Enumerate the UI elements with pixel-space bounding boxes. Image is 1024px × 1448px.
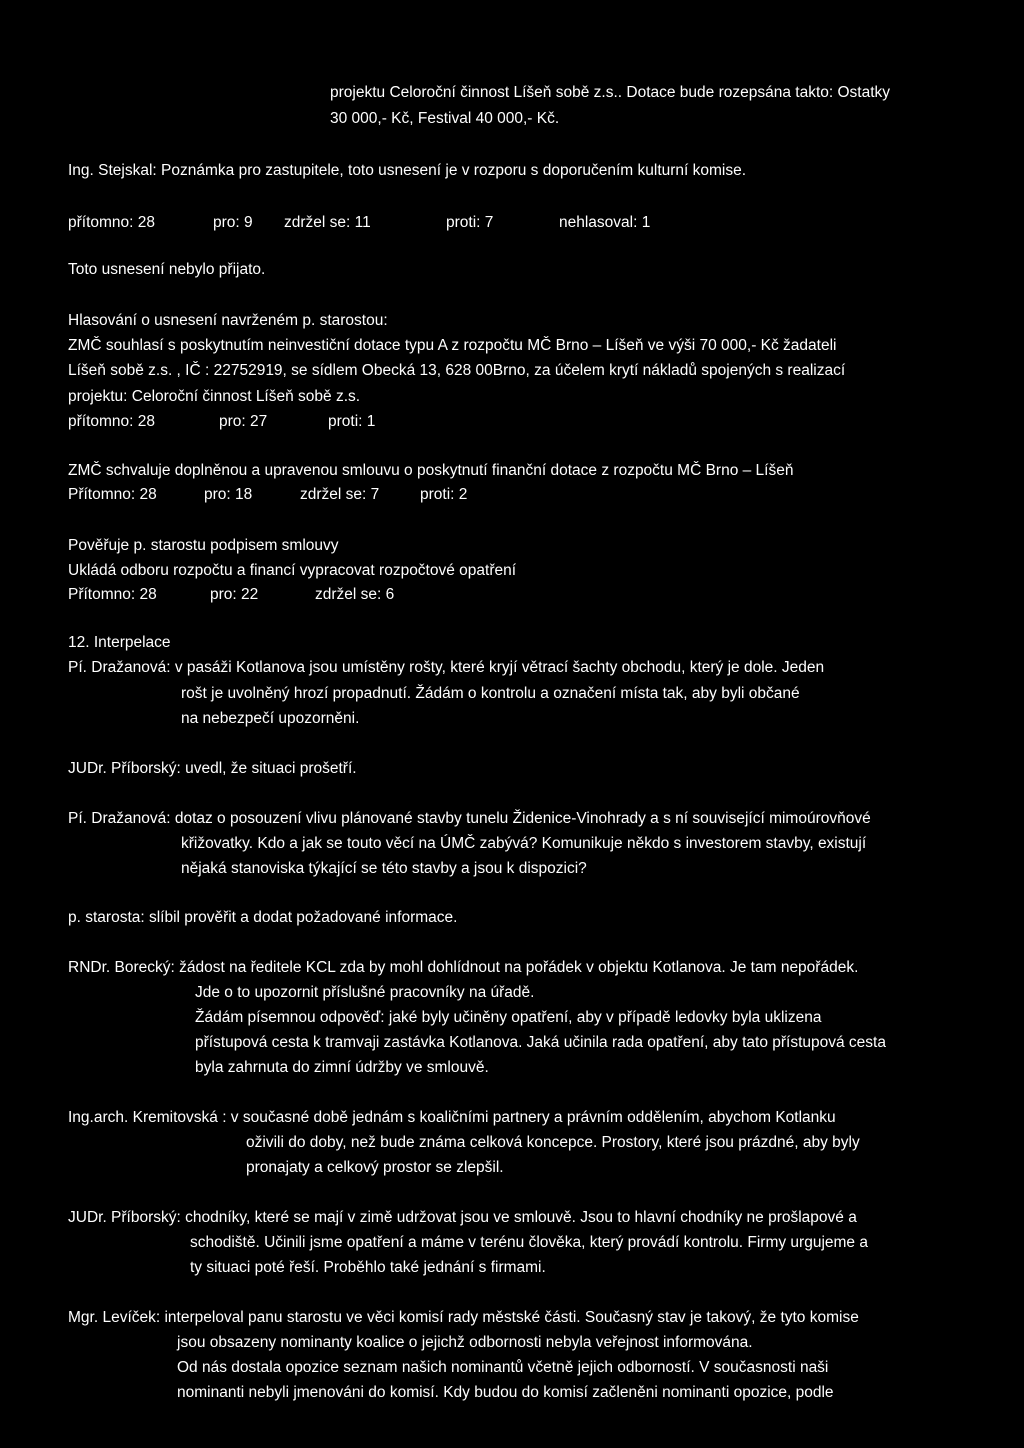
intro-line: 30 000,- Kč, Festival 40 000,- Kč. bbox=[330, 110, 560, 127]
interpellation-line: Jde o to upozornit příslušné pracovníky na úřadě. bbox=[195, 984, 535, 1001]
vote-against: proti: 7 bbox=[446, 214, 494, 231]
interpellation-first-line: RNDr. Borecký: žádost na ředitele KCL zda by mohl dohlídnout na pořádek v objektu Kotlanova. Je tam nepořádek. bbox=[68, 959, 859, 976]
vote-present: přítomno: 28 bbox=[68, 214, 156, 231]
interpellation-first-line: Pí. Dražanová: v pasáži Kotlanova jsou umístěny rošty, které kryjí větrací šachty obchodu, který je dole. Jeden bbox=[68, 659, 825, 676]
interpellation-first-line: JUDr. Příborský: uvedl, že situaci prošetří. bbox=[68, 760, 357, 777]
interpellation-line: schodiště. Učinili jsme opatření a máme v terénu člověka, který provádí kontrolu. Firmy urgujeme a bbox=[190, 1234, 868, 1251]
vote-abstain: zdržel se: 6 bbox=[315, 586, 395, 603]
interpellation-line: Od nás dostala opozice seznam našich nominantů včetně jejich odborností. V současnosti naši bbox=[177, 1359, 829, 1376]
interpellation-line: na nebezpečí upozorněni. bbox=[181, 710, 360, 727]
interpellation-first-line: p. starosta: slíbil prověřit a dodat požadované informace. bbox=[68, 909, 458, 926]
interpellation-line: pronajaty a celkový prostor se zlepšil. bbox=[246, 1159, 504, 1176]
interpellation-line: byla zahrnuta do zimní údržby ve smlouvě. bbox=[195, 1059, 489, 1076]
vote-abstain: zdržel se: 7 bbox=[300, 486, 380, 503]
resolution-result: Toto usnesení nebylo přijato. bbox=[68, 261, 266, 278]
vote-not-voted: nehlasoval: 1 bbox=[559, 214, 651, 231]
mandate-line: Ukládá odboru rozpočtu a financí vypracovat rozpočtové opatření bbox=[68, 562, 517, 579]
interpellation-line: rošt je uvolněný hrozí propadnutí. Žádám o kontrolu a označení místa tak, aby byli občané bbox=[181, 685, 800, 702]
interpellation-first-line: JUDr. Příborský: chodníky, které se mají v zimě udržovat jsou ve smlouvě. Jsou to hlavní chodníky ne prošlapové a bbox=[68, 1209, 857, 1226]
vote-result bbox=[68, 482, 467, 508]
vote-result bbox=[68, 582, 394, 608]
interpellation-line: jsou obsazeny nominanty koalice o jejichž odbornosti nebyla veřejnost informována. bbox=[177, 1334, 753, 1351]
interpellation-line: oživili do doby, než bude známa celková koncepce. Prostory, které jsou prázdné, aby byly bbox=[246, 1134, 860, 1151]
interpellation-line: nějaká stanoviska týkající se této stavby a jsou k dispozici? bbox=[181, 860, 587, 877]
vote-for: pro: 18 bbox=[204, 486, 253, 503]
vote-for: pro: 27 bbox=[219, 413, 268, 430]
proposal-line: projektu: Celoroční činnost Líšeň sobě z.s. bbox=[68, 388, 361, 405]
vote-present: Přítomno: 28 bbox=[68, 586, 157, 603]
vote-result bbox=[68, 210, 650, 236]
vote-present: přítomno: 28 bbox=[68, 413, 156, 430]
section-title: 12. Interpelace bbox=[68, 634, 171, 651]
interpellation-line: nominanti nebyli jmenováni do komisí. Kdy budou do komisí začleněni nominanti opozice, podle bbox=[177, 1384, 834, 1401]
intro-line: projektu Celoroční činnost Líšeň sobě z.s.. Dotace bude rozepsána takto: Ostatky bbox=[330, 84, 891, 101]
interpellation-line: přístupová cesta k tramvaji zastávka Kotlanova. Jaká učinila rada opatření, aby tato přístupová cesta bbox=[195, 1034, 886, 1051]
interpellation-first-line: Ing.arch. Kremitovská : v současné době jednám s koaličními partnery a právním oddělením, abychom Kotlanku bbox=[68, 1109, 836, 1126]
mandate-line: Pověřuje p. starostu podpisem smlouvy bbox=[68, 537, 339, 554]
vote-present: Přítomno: 28 bbox=[68, 486, 157, 503]
contract-resolution: ZMČ schvaluje doplněnou a upravenou smlouvu o poskytnutí finanční dotace z rozpočtu MČ Brno – Líšeň bbox=[68, 462, 794, 479]
vote-abstain: zdržel se: 11 bbox=[284, 214, 371, 231]
vote-against: proti: 2 bbox=[420, 486, 468, 503]
comment-line: Ing. Stejskal: Poznámka pro zastupitele, toto usnesení je v rozporu s doporučením kulturní komise. bbox=[68, 162, 747, 179]
vote-for: pro: 9 bbox=[213, 214, 253, 231]
vote-for: pro: 22 bbox=[210, 586, 259, 603]
vote-against: proti: 1 bbox=[328, 413, 376, 430]
interpellation-line: křižovatky. Kdo a jak se touto věcí na ÚMČ zabývá? Komunikuje někdo s investorem stavby, existují bbox=[181, 835, 867, 852]
interpellation-line: Žádám písemnou odpověď: jaké byly učiněny opatření, aby v případě ledovky byla uklizena bbox=[195, 1009, 822, 1026]
vote-result bbox=[68, 409, 375, 435]
proposal-line: Líšeň sobě z.s. , IČ : 22752919, se sídlem Obecká 13, 628 00Brno, za účelem krytí nákladů spojených s realizací bbox=[68, 362, 846, 379]
proposal-heading: Hlasování o usnesení navrženém p. starostou: bbox=[68, 312, 388, 329]
proposal-line: ZMČ souhlasí s poskytnutím neinvestiční dotace typu A z rozpočtu MČ Brno – Líšeň ve výši 70 000,- Kč žadateli bbox=[68, 337, 837, 354]
interpellation-first-line: Mgr. Levíček: interpeloval panu starostu ve věci komisí rady městské části. Současný stav je takový, že tyto komise bbox=[68, 1309, 859, 1326]
interpellation-line: ty situaci poté řeší. Proběhlo také jednání s firmami. bbox=[190, 1259, 546, 1276]
interpellation-first-line: Pí. Dražanová: dotaz o posouzení vlivu plánované stavby tunelu Židenice-Vinohrady a s ní související mimoúrovňové bbox=[68, 810, 871, 827]
